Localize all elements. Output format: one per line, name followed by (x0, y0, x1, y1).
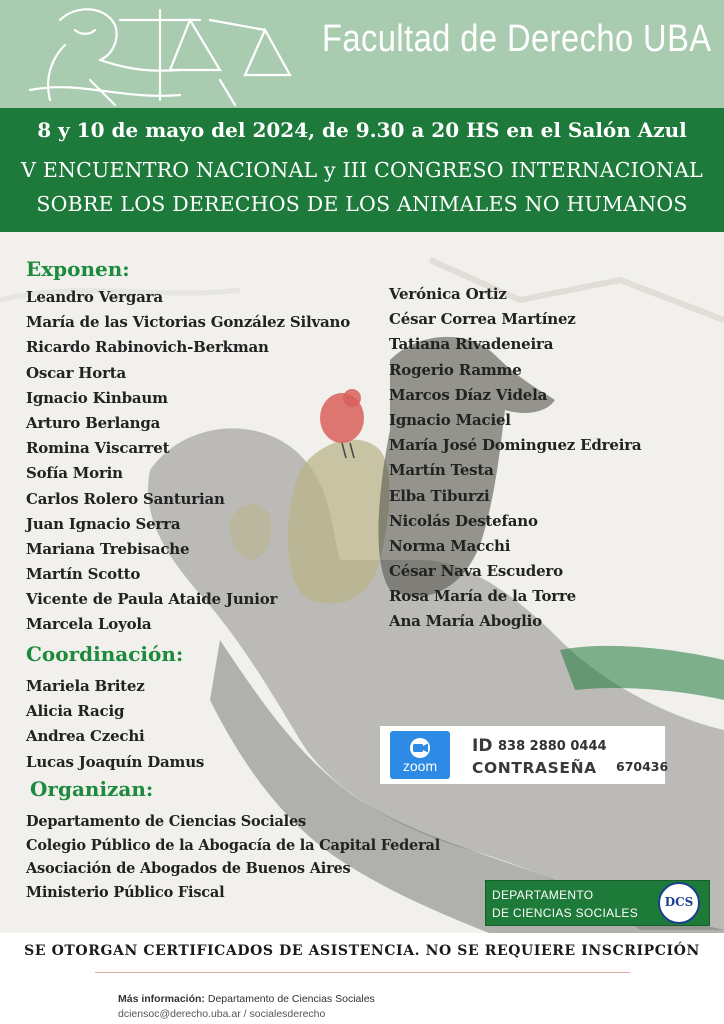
footer (0, 933, 724, 1024)
speaker-name: César Correa Martínez (389, 310, 576, 329)
speaker-name: Mariana Trebisache (26, 539, 190, 558)
more-info-value: Departamento de Ciencias Sociales (207, 993, 375, 1005)
contact-line[interactable]: dciensoc@derecho.uba.ar / socialesderecho (118, 1008, 326, 1020)
organizers-list (26, 810, 440, 904)
dcs-seal-text: DCS (664, 895, 694, 909)
certificates-notice: SE OTORGAN CERTIFICADOS DE ASISTENCIA. NO SE REQUIERE INSCRIPCIÓN (24, 943, 700, 959)
speaker-name: María José Dominguez Edreira (389, 436, 642, 455)
faculty-title: Facultad de Derecho UBA (322, 18, 712, 60)
organizer-name: Asociación de Abogados de Buenos Aires (26, 860, 351, 877)
more-info-label: Más información: (118, 993, 205, 1005)
speaker-name: Verónica Ortiz (389, 285, 507, 303)
coordinator-name: Mariela Britez (26, 677, 145, 695)
speaker-name: Elba Tiburzi (389, 486, 490, 505)
zoom-id-value[interactable]: 838 2880 0444 (498, 739, 607, 754)
zoom-logo (390, 731, 450, 779)
speaker-name: Ana María Aboglio (389, 612, 542, 631)
speakers-left-list (26, 285, 350, 638)
zoom-wordmark: zoom (402, 758, 438, 774)
speaker-name: Juan Ignacio Serra (26, 514, 181, 533)
organizer-name: Ministerio Público Fiscal (26, 883, 225, 901)
dcs-line-1: DEPARTAMENTO (492, 888, 594, 902)
dcs-badge (485, 880, 710, 926)
coordination-heading: Coordinación: (26, 642, 184, 666)
speaker-name: Norma Macchi (389, 536, 511, 555)
zoom-password-label: CONTRASEÑA (472, 759, 597, 777)
coordinator-name: Andrea Czechi (26, 727, 145, 746)
dcs-line-2: DE CIENCIAS SOCIALES (492, 906, 639, 920)
speaker-name: Martín Scotto (26, 565, 141, 584)
zoom-id-label: ID (472, 736, 493, 756)
lady-justice-logo-icon (20, 0, 310, 108)
speaker-name: Nicolás Destefano (389, 511, 538, 530)
more-info (118, 993, 375, 1005)
divider (95, 972, 630, 973)
coordination-list (26, 674, 204, 775)
speaker-name: Marcos Díaz Videla (389, 385, 548, 404)
coordinator-name: Alicia Racig (26, 702, 125, 721)
dcs-seal-icon (658, 882, 700, 924)
speaker-name: César Nava Escudero (389, 562, 563, 581)
speaker-name: Martín Testa (389, 461, 494, 480)
organizer-name: Colegio Público de la Abogacía de la Capital Federal (26, 836, 441, 854)
event-title-line-1: V ENCUENTRO NACIONAL y III CONGRESO INTERNACIONAL (21, 158, 703, 182)
header (0, 0, 724, 108)
speaker-name: Rosa María de la Torre (389, 587, 577, 606)
speaker-name: Vicente de Paula Ataide Junior (26, 590, 278, 609)
speaker-name: Marcela Loyola (26, 615, 152, 634)
speaker-name: María de las Victorias González Silvano (26, 313, 351, 332)
speaker-name: Tatiana Rivadeneira (389, 335, 554, 354)
speaker-name: Rogerio Ramme (389, 360, 522, 379)
speaker-name: Leandro Vergara (26, 288, 163, 306)
speaker-name: Ignacio Kinbaum (26, 388, 168, 407)
speakers-heading: Exponen: (26, 257, 130, 281)
speaker-name: Arturo Berlanga (26, 413, 161, 432)
speaker-name: Ignacio Maciel (389, 410, 511, 429)
speaker-name: Romina Viscarret (26, 439, 170, 458)
speaker-name: Sofía Morin (26, 464, 123, 483)
organizers-heading: Organizan: (30, 777, 154, 801)
speaker-name: Ricardo Rabinovich-Berkman (26, 338, 269, 357)
zoom-info (380, 726, 669, 784)
coordinator-name: Lucas Joaquín Damus (26, 752, 205, 771)
event-title-line-2: SOBRE LOS DERECHOS DE LOS ANIMALES NO HUMANOS (36, 192, 688, 216)
organizer-name: Departamento de Ciencias Sociales (26, 813, 306, 830)
event-banner (0, 108, 724, 232)
video-camera-icon (405, 738, 435, 758)
event-date: 8 y 10 de mayo del 2024, de 9.30 a 20 HS en el Salón Azul (37, 118, 687, 142)
speaker-name: Oscar Horta (26, 363, 127, 382)
zoom-password-value[interactable]: 670436 (616, 759, 669, 774)
speakers-right-list (389, 282, 641, 635)
speaker-name: Carlos Rolero Santurian (26, 489, 225, 508)
